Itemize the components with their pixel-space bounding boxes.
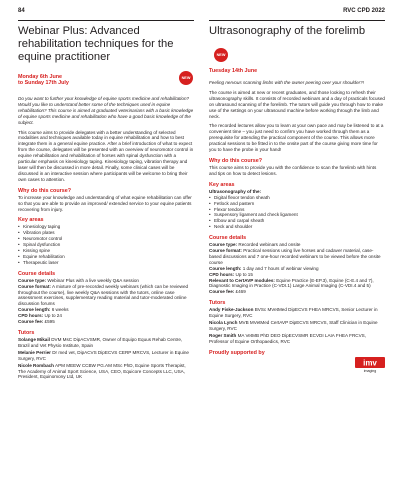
detail-value: Up to 24 — [43, 313, 62, 319]
tutors-heading: Tutors — [18, 330, 35, 336]
tutor-name: Solange Mikail — [18, 337, 50, 342]
column-rule — [18, 20, 194, 21]
detail-label: Course format: — [18, 283, 51, 289]
detail-row — [209, 248, 385, 266]
course-intro: Feeling nervous scanning limbs with the owner peering over your shoulder?! — [209, 80, 364, 85]
tutors-heading: Tutors — [209, 300, 226, 307]
new-badge: NEW — [179, 71, 193, 85]
detail-label: CPD hours: — [209, 271, 235, 277]
list-item: • Vibration plates — [18, 230, 194, 236]
running-title: RVC CPD 2022 — [343, 8, 385, 14]
course-dates — [18, 74, 194, 96]
detail-row — [18, 319, 194, 325]
list-item: • Digital flexor tendon sheath — [209, 195, 385, 201]
list-item: • Kissing spine — [18, 248, 194, 254]
tutor-role: MVB MVetMed CertAVP DipECVS MRCVS, Staff Clinician in Equine Surgery, RVC — [209, 320, 378, 331]
right-course-column — [209, 20, 385, 373]
logo-text: imv — [363, 358, 377, 368]
sponsor-heading: Proudly supported by — [209, 349, 265, 356]
list-item: • Elbow and carpal sheath — [209, 218, 385, 224]
key-areas-list — [18, 224, 194, 265]
tutor-role: MA VetMB PhD DEO DipECVSMR ECVDI LAIA FHEA FRCVS, Professor of Equine Orthopaedics, RVC — [209, 332, 366, 344]
tutor-entry — [209, 307, 385, 319]
why-text: This course aims to provide you with the confidence to scan the forelimb with hints and tips on how to detect lesions. — [209, 164, 377, 176]
tutor-role: APM MEEW CCBW PG.AM MSc PhD, Equine Sports Therapist, The Academy of Animal Sport Science, USA, CEO, Equicore Concepts LLC, USA, President, Equinomony Ltd, UK — [18, 362, 186, 380]
tutor-name: Nicola Lynch — [209, 320, 238, 326]
tutor-role: BVSc MVetMed DipECVS FHEA MRCVS, Senior Lecturer in Equine Surgery, RVC — [209, 307, 378, 319]
list-item: • Suspensory ligament and check ligament — [209, 212, 385, 218]
date-line-1: Monday 6th June — [18, 74, 63, 80]
list-item: • Spinal dysfunction — [18, 242, 194, 248]
detail-row — [209, 289, 385, 295]
list-item: • Neck and shoulder — [209, 224, 385, 230]
tutor-entry — [18, 337, 194, 349]
details-heading: Course details — [209, 235, 247, 242]
course-description-2: The recorded lectures allow you to learn at your own pace and may be listened to at a convenient time – you just need to confirm you have worked through them as a prerequisite for attending the practical component of the course. This allows more practical sessions to be fitted in to the onsite part of the course giving more time for you to have the probe in your hand! — [209, 123, 384, 153]
detail-value: Up to 15 — [234, 271, 253, 277]
tutor-name: Nicole Rombach — [18, 362, 54, 368]
detail-value: Webinar Plus with a live weekly Q&A session — [46, 277, 139, 283]
detail-label: Course type: — [209, 242, 238, 248]
imv-logo — [355, 357, 385, 373]
detail-label: Course length: — [209, 265, 242, 271]
key-areas-heading: Key areas — [18, 217, 44, 224]
page-header — [18, 4, 385, 18]
detail-label: Course type: — [18, 277, 47, 283]
column-rule — [209, 20, 385, 21]
list-item: • Neuromotor control — [18, 236, 194, 242]
detail-label: Course fee: — [209, 289, 235, 295]
detail-row — [209, 278, 385, 290]
key-areas-heading: Key areas — [209, 181, 235, 188]
detail-label: Course length: — [18, 307, 51, 313]
list-item: • Kinesiology taping — [18, 224, 194, 230]
detail-label: CPD hours: — [18, 313, 44, 319]
why-text: To increase your knowledge and understanding of what equine rehabilitation can offer so that you are able to provide an improved/ extended service to your equine patients recovering from injury. — [18, 194, 192, 212]
detail-value: A mixture of pre-recorded weekly webinars (which can be reviewed throughout the course), live weekly Q&A sessions with the tutors, online case assessment exercises, supplementary reading material and tutor-moderated online discussion forums — [18, 283, 189, 307]
course-description: The course is aimed at new or recent graduates, and those looking to refresh their ultrasonography skills. It consists of recorded webinars and a day of practicals focused on ultrasound scanning of the forelimb. The tutors will guide you through how to make use of the settings on your ultrasound machine before working through the limb and neck. — [209, 89, 385, 119]
tutor-entry — [209, 320, 385, 332]
list-item: • Equine rehabilitation — [18, 254, 194, 260]
detail-value: 1 day and 7 hours of webinar viewing — [241, 265, 319, 271]
new-badge: NEW — [214, 48, 228, 62]
details-heading: Course details — [18, 270, 56, 277]
detail-label: Course fee: — [18, 319, 44, 325]
tutor-name: Melanie Perrier — [18, 349, 51, 355]
tutor-entry — [209, 333, 385, 345]
detail-value: £469 — [234, 289, 246, 295]
imv-logo-mark — [355, 357, 385, 373]
detail-row — [18, 284, 194, 308]
detail-label: Course format: — [209, 248, 242, 254]
logo-subtext: imaging — [363, 368, 377, 373]
tutor-entry — [18, 350, 194, 362]
why-heading: Why do this course? — [18, 187, 72, 194]
date-line-1: Tuesday 14th June — [209, 68, 258, 74]
tutor-name: Roger Smith — [209, 332, 237, 338]
detail-value: 6 weeks — [50, 307, 69, 313]
course-title: Webinar Plus: Advanced rehabilitation techniques for the equine practitioner — [18, 25, 174, 63]
tutor-role: DVM MsC DipACVSMR, Owner of Equipo Equus Rehab Centre, Brazil and Vet Physio Institute, Spain — [18, 337, 183, 348]
course-description: This course aims to provide delegates with a better understanding of selected modalities and techniques available today in equine rehabilitation and how to best integrate them in a general equine practice. After a brief introduction of what to expect from the course, delegates will be presented with an overview of neuromotor control in equine rehabilitation and rehabilitation of horses with spinal dysfunction with a particular emphasis on kinesiology taping. Kinesiology taping, vibration therapy and laser will then be discussed in more detail. Finally, some clinical cases will be discussed in an interactive session where participants will be welcome to bring their own cases to attention. — [18, 129, 194, 182]
detail-value: £595 — [43, 319, 55, 325]
tutor-name: Andy Fiske-Jackson — [209, 307, 254, 313]
key-areas-list — [209, 195, 385, 230]
detail-label: Relevant to CertAVP modules: — [209, 277, 275, 283]
detail-value: Recorded webinars and onsite — [237, 242, 301, 248]
detail-value: Practical sessions using live horses and cadaver material, case-based discussions and 7 one-hour recorded webinars to be viewed before the onsite course — [209, 248, 381, 265]
page-number: 84 — [18, 8, 25, 14]
why-heading: Why do this course? — [209, 157, 263, 164]
date-line-2: to Sunday 17th July — [18, 80, 69, 87]
list-item: • Therapeutic laser — [18, 260, 194, 266]
left-course-column — [18, 20, 194, 381]
tutor-entry — [18, 363, 194, 381]
course-title: Ultrasonography of the forelimb — [209, 25, 366, 37]
list-item: • Fetlock and pastern — [209, 201, 385, 207]
detail-value: Equine Practice (E-EP.3), Equine (C-E.4 and 7), Diagnostic Imaging in Practice (C-VDI.1) Large Animal Imaging (C-VDI.4 and 5) — [209, 277, 374, 289]
tutor-role: Dr med vet, DipACVS DipECVS CERP MRCVS, Lecturer in Equine Surgery, RVC — [18, 349, 189, 361]
key-areas-sub-label: Ultrasonography of the: — [209, 188, 262, 194]
course-intro: Do you want to further your knowledge of equine sports medicine and rehabilitation? Would you like to understand better some of the techniques used in equine rehabilitation? This course is aimed at graduated veterinarians with a basic knowledge of equine sports medicine and rehabilitation who have a good basic knowledge of the subject. — [18, 96, 194, 125]
course-dates — [209, 53, 385, 80]
list-item: • Flexor tendons — [209, 207, 385, 213]
